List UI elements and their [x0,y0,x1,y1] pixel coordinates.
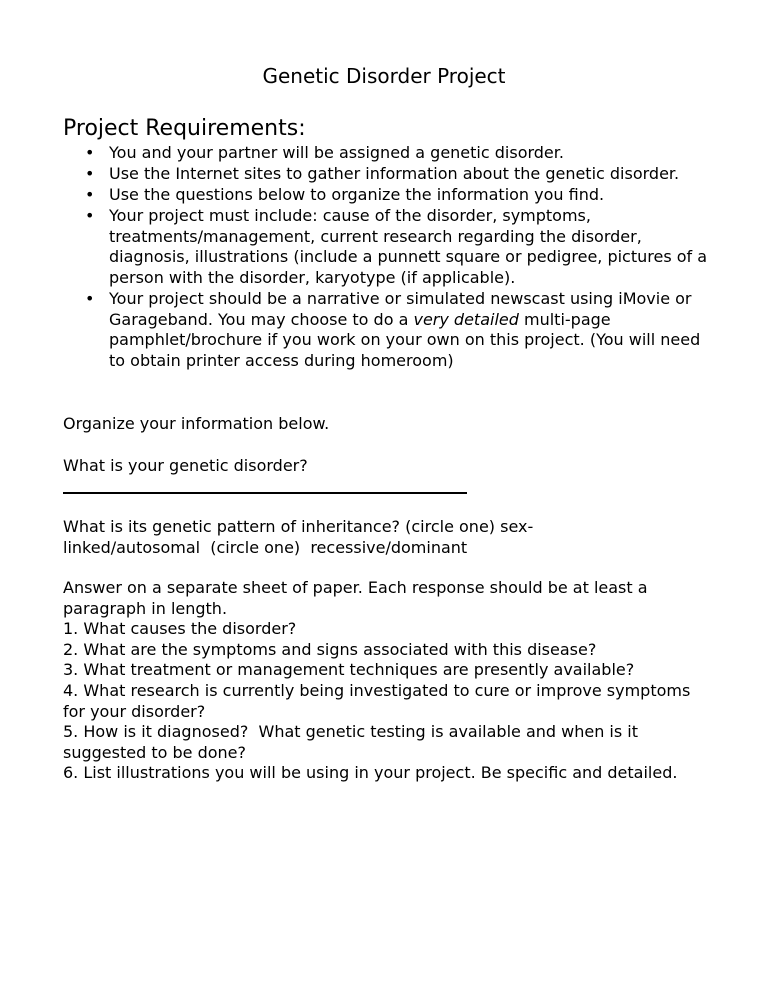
inheritance-question-line: linked/autosomal (circle one) recessive/dominant [63,537,468,557]
requirement-text: Use the questions below to organize the information you find. [109,185,605,205]
requirements-list [63,143,713,372]
inheritance-question-line: What is its genetic pattern of inheritance? (circle one) sex- [63,517,534,536]
disorder-question: What is your genetic disorder? [63,456,308,475]
bullet-icon: • [85,289,95,309]
requirement-text-part: Your project should be a narrative or simulated newscast using iMovie or Garageband. You may choose to do a [109,289,692,329]
question-item: 6. List illustrations you will be using in your project. Be specific and detailed. [63,763,678,783]
question-item: 2. What are the symptoms and signs associated with this disease? [63,639,597,659]
organize-instruction: Organize your information below. [63,414,330,433]
requirement-item [63,206,713,288]
answer-blank-line [63,492,467,494]
questions-block [63,578,713,784]
question-item: 5. How is it diagnosed? What genetic testing is available and when is it suggested to be done? [63,722,644,762]
emphasized-text: very detailed [413,309,519,329]
bullet-icon: • [85,185,95,205]
bullet-icon: • [85,206,95,226]
requirement-item [63,143,713,164]
question-item: 1. What causes the disorder? [63,619,297,639]
bullet-icon: • [85,143,95,162]
requirement-text [109,289,700,370]
inheritance-question [63,517,713,558]
requirement-text: You and your partner will be assigned a genetic disorder. [109,143,564,162]
requirement-item [63,185,713,206]
question-item: 3. What treatment or management techniques are presently available? [63,660,635,680]
bullet-icon: • [85,164,95,184]
question-item: 4. What research is currently being investigated to cure or improve symptoms for your disorder? [63,680,691,721]
answer-instruction: Answer on a separate sheet of paper. Each response should be at least a paragraph in length. [63,578,648,618]
requirement-text: Your project must include: cause of the disorder, symptoms, treatments/management, current research regarding the disorder, diagnosis, illustrations (include a punnett square or pedigree, pictures of a person with the disorder, karyotype (if applicable). [109,206,708,288]
requirement-text-part: multi-page pamphlet/brochure if you work on your own on this project. (You will need to obtain printer access during homeroom) [109,309,701,370]
requirement-item [63,164,713,185]
requirement-item [63,289,713,371]
requirements-heading: Project Requirements: [63,116,306,141]
document-title: Genetic Disorder Project [262,64,506,88]
requirement-text: Use the Internet sites to gather information about the genetic disorder. [109,164,680,184]
